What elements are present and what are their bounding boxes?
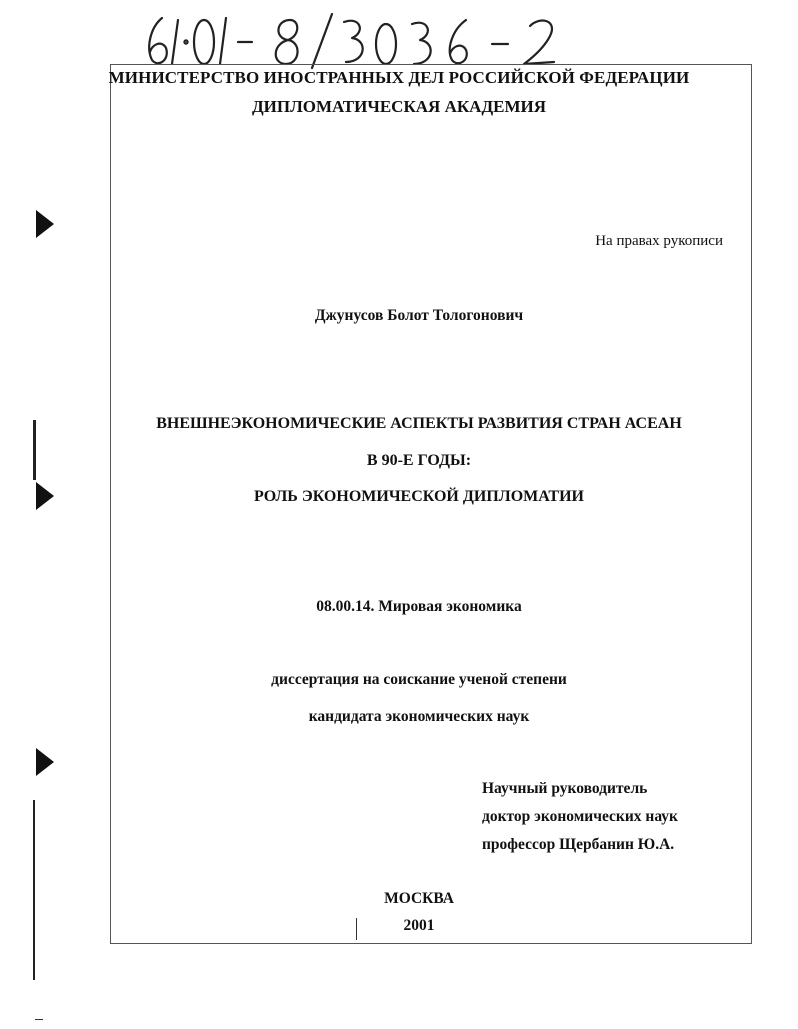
handwritten-archive-code [140,8,580,70]
specialty-code: 08.00.14. Мировая экономика [316,598,522,615]
supervisor-degree: доктор экономических наук [482,808,678,825]
ministry-heading: МИНИСТЕРСТВО ИНОСТРАННЫХ ДЕЛ РОССИЙСКОЙ ФЕДЕРАЦИИ [108,68,690,87]
thesis-title-line-1: ВНЕШНЕЭКОНОМИЧЕСКИЕ АСПЕКТЫ РАЗВИТИЯ СТРАН АСЕАН [156,415,682,432]
degree-line-1: диссертация на соискание ученой степени [271,671,567,688]
thesis-title-line-2: В 90-Е ГОДЫ: [366,452,472,469]
academy-heading: ДИПЛОМАТИЧЕСКАЯ АКАДЕМИЯ [251,97,547,116]
supervisor-name: профессор Щербанин Ю.А. [482,836,675,853]
city: МОСКВА [384,890,454,907]
scan-edge-line [33,420,36,480]
supervisor-label: Научный руководитель [482,780,648,797]
author-name: Джунусов Болот Тологонович [314,307,524,324]
scan-artifact [35,1019,43,1020]
scan-edge-line [33,800,35,980]
rights-note: На правах рукописи [595,233,723,249]
thesis-title-line-3: РОЛЬ ЭКОНОМИЧЕСКОЙ ДИПЛОМАТИИ [254,488,584,505]
year: 2001 [403,917,435,934]
degree-line-2: кандидата экономических наук [308,708,530,725]
scan-marker-arrow-icon [36,748,54,776]
scan-marker-arrow-icon [36,482,54,510]
scan-marker-arrow-icon [36,210,54,238]
scan-artifact [356,918,357,940]
